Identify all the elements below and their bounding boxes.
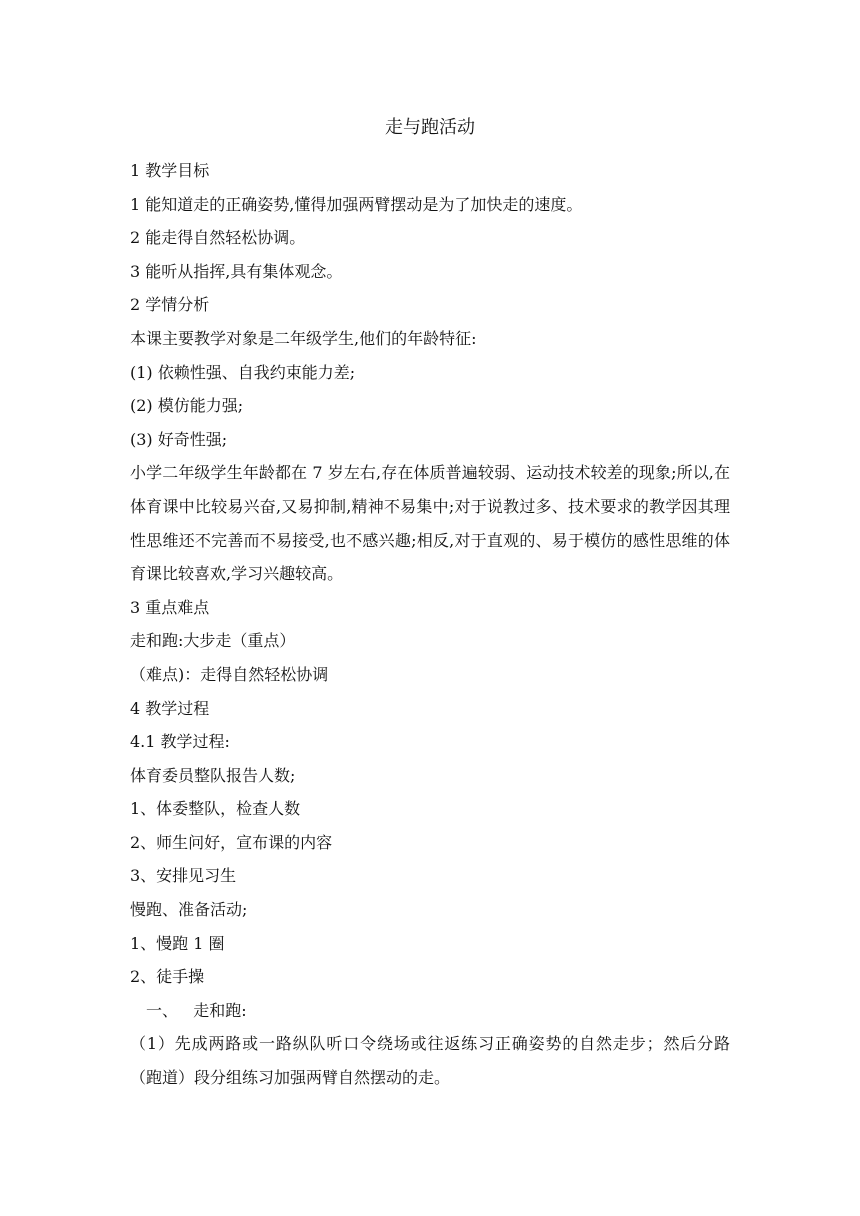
- walk-run-paragraph: （1）先成两路或一路纵队听口令绕场或往返练习正确姿势的自然走步；然后分路（跑道）段分组练习加强两臂自然摆动的走。: [130, 1034, 730, 1088]
- section-heading-objectives: 1 教学目标: [130, 161, 210, 180]
- section-heading-process: 4 教学过程: [130, 698, 210, 718]
- process-step-item: 1、慢跑 1 圈: [130, 933, 225, 953]
- document-body: [130, 154, 730, 1095]
- trait-item: (1) 依赖性强、自我约束能力差;: [130, 362, 356, 382]
- process-step-item: 3、安排见习生: [130, 866, 237, 886]
- key-point-item: 走和跑:大步走（重点）: [130, 631, 296, 651]
- difficulty-item: （难点)：走得自然轻松协调: [130, 664, 329, 684]
- trait-item: (2) 模仿能力强;: [130, 396, 244, 416]
- process-step-item: 2、师生问好，宣布课的内容: [130, 832, 333, 852]
- subsection-heading-process: 4.1 教学过程:: [130, 732, 230, 752]
- process-step-heading: 慢跑、准备活动;: [130, 900, 248, 920]
- analysis-paragraph: 小学二年级学生年龄都在 7 岁左右,存在体质普遍较弱、运动技术较差的现象;所以,在体育课中比较易兴奋,又易抑制,精神不易集中;对于说教过多、技术要求的教学因其理性思维还不完善而不易接受,也不感兴趣;相反,对于直观的、易于模仿的感性思维的体育课比较喜欢,学习兴趣较高。: [130, 463, 730, 584]
- analysis-intro: 本课主要教学对象是二年级学生,他们的年龄特征:: [130, 328, 477, 348]
- process-step-item: 1、体委整队，检查人数: [130, 799, 301, 819]
- process-step-item: 2、徒手操: [130, 967, 205, 987]
- section-heading-key-points: 3 重点难点: [130, 597, 210, 617]
- walk-run-heading: 一、 走和跑:: [146, 1000, 247, 1020]
- objective-item: 3 能听从指挥,具有集体观念。: [130, 261, 343, 281]
- section-heading-analysis: 2 学情分析: [130, 295, 210, 315]
- objective-item: 1 能知道走的正确姿势,懂得加强两臂摆动是为了加快走的速度。: [130, 194, 583, 214]
- document-title: 走与跑活动: [385, 117, 475, 138]
- process-step-heading: 体育委员整队报告人数;: [130, 765, 296, 785]
- trait-item: (3) 好奇性强;: [130, 429, 228, 449]
- objective-item: 2 能走得自然轻松协调。: [130, 228, 306, 248]
